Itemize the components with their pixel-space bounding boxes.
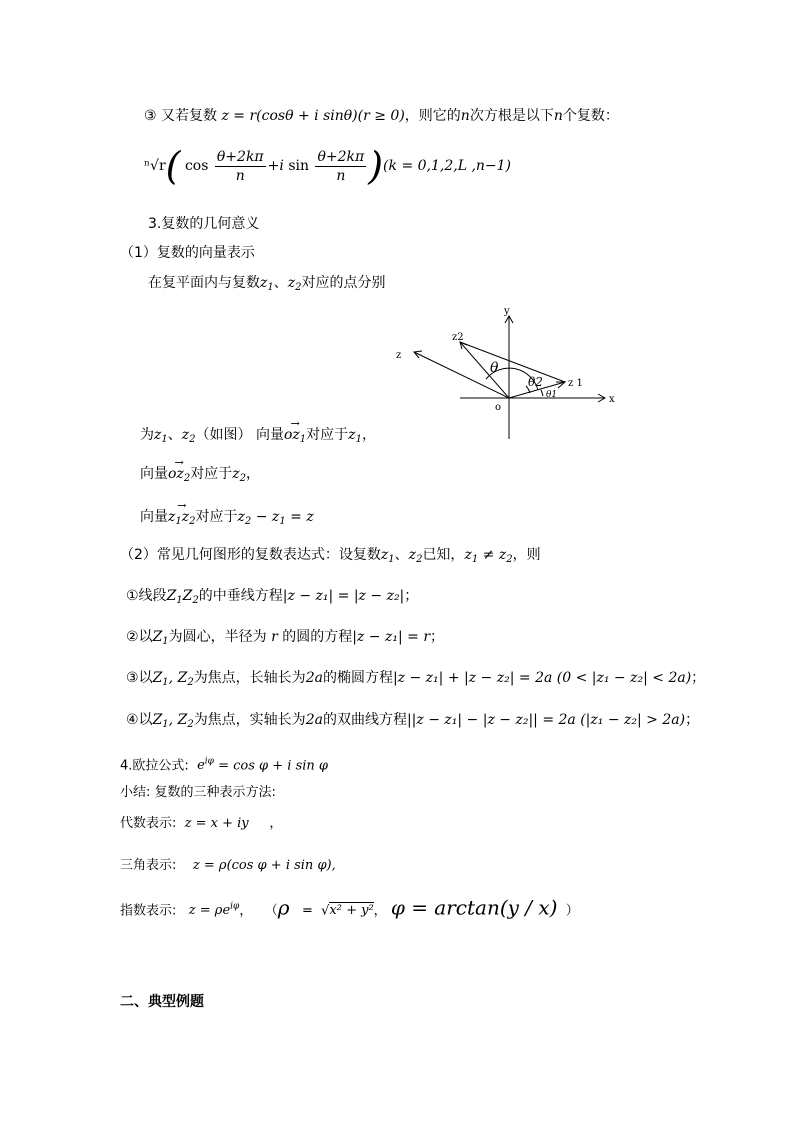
algebraic-line — [120, 815, 282, 833]
vector-z2 — [460, 342, 509, 398]
sub1-text: 在复平面内与复数$z_1$、$z_2$对应的点分别 — [148, 275, 386, 293]
vec2-post: 对应于 — [190, 466, 233, 482]
item1-pre: ①线段 — [126, 588, 167, 604]
trig-line — [120, 857, 336, 875]
item-perp-bisector: ①线段$Z_1Z_2$的中垂线方程|z − z₁| = |z − z₂|； — [126, 588, 419, 606]
exponential-line: 指数表示: $z = \rho e^{i\varphi}$， （ρ = √x² + y²， φ = arctan(y / x) ） — [120, 895, 579, 920]
complex-plane-figure — [390, 302, 630, 442]
rparen: ) — [368, 144, 384, 188]
root-intro-formula: z = r(cosθ + i sinθ)(r ≥ 0) — [221, 108, 405, 124]
exp-paren-open: （ — [264, 903, 278, 919]
vec1-pre: 为 — [140, 427, 154, 443]
item4-mid2: 的双曲线方程 — [322, 712, 407, 728]
root-intro-suffix1: 次方根是以下 — [469, 108, 554, 124]
sub1-title: （1）复数的向量表示 — [120, 245, 255, 261]
euler-line: 4.欧拉公式: $e^{i\varphi} = \cos \varphi + i$ sin φ — [120, 757, 329, 774]
root-intro-prefix: ③ 又若复数 — [144, 108, 218, 124]
item2-pre: ②以 — [126, 629, 153, 645]
item-hyperbola: ④以$Z_1$, $Z_2$为焦点，实轴长为2a的双曲线方程||z − z₁| − |z − z₂|| = 2a (|z₁ − z₂| > 2a)； — [126, 712, 700, 730]
item2-mid: 为圆心，半径为 — [168, 629, 267, 645]
euler-formula: = cos φ + i sin φ — [218, 758, 329, 774]
item3-mid: 为焦点，长轴长为 — [193, 670, 306, 686]
radical: ⁿ√r — [144, 158, 166, 174]
n-symbol-2: n — [553, 108, 563, 124]
plus-i: +i — [267, 158, 284, 174]
sub2-line: （2）常见几何图形的复数表达式：设复数$z_1$、$z_2$已知，$z_1 \ne z_2$，则 — [120, 547, 541, 565]
exp-phi: φ = arctan(y / x) — [390, 895, 558, 920]
theta1-arc — [541, 390, 543, 396]
alg-tail: ， — [269, 816, 283, 831]
vec1-mid: （如图） 向量 — [195, 427, 284, 443]
root-formula — [144, 146, 511, 186]
theta-label: θ — [490, 360, 499, 376]
sin-text: sin — [288, 158, 309, 174]
item3-formula: |z − z₁| + |z − z₂| = 2a (0 < |z₁ − z₂| < 2a) — [392, 670, 692, 686]
item4-formula: ||z − z₁| − |z − z₂|| = 2a (|z₁ − z₂| > 2a) — [406, 712, 686, 728]
vector-line-1: 为$z_1$、$z_2$（如图） 向量→ $oz_1$对应于$z_1$， — [140, 426, 376, 444]
z2-label: z2 — [452, 332, 464, 343]
vec3-pre: 向量 — [140, 509, 168, 525]
exp-tail: ， — [239, 903, 253, 919]
z-label: z — [396, 350, 402, 361]
sub2-mid: 已知， — [422, 547, 465, 563]
item1-mid: 的中垂线方程 — [198, 588, 283, 604]
sub2-title: （2）常见几何图形的复数表达式：设复数 — [120, 547, 381, 563]
root-intro-line — [144, 107, 619, 125]
root-intro-mid: ，则它的 — [404, 108, 461, 124]
root-intro-suffix2: 个复数： — [562, 108, 619, 124]
item2-mid2: 的圆的方程 — [282, 629, 353, 645]
exp-eq: = — [301, 903, 313, 919]
sub2-tail: ，则 — [512, 547, 541, 563]
exp-paren-close: ） — [565, 903, 579, 919]
lparen: ( — [165, 144, 181, 188]
alg-formula: z = x + iy — [184, 816, 249, 831]
item4-pre: ④以 — [126, 712, 153, 728]
y-label: y — [504, 306, 510, 317]
exp-label: 指数表示: — [120, 903, 177, 919]
sub1-text-head: 在复平面内与复数 — [148, 275, 260, 291]
trig-formula: z = ρ(cos φ + i sin φ), — [192, 858, 336, 873]
x-label: x — [609, 394, 615, 405]
item2-tail: ； — [430, 629, 445, 645]
vector-z-arrow — [414, 351, 422, 358]
fraction-cos-den: n — [235, 167, 245, 184]
z1-label: z 1 — [568, 378, 583, 389]
vector-z1z2 — [460, 342, 565, 382]
fraction-sin-num: θ+2kπ — [317, 148, 365, 165]
vector-line-3: 向量→ $z_1z_2$对应于$z_2 - z_1 = z$ — [140, 508, 314, 526]
item3-pre: ③以 — [126, 670, 153, 686]
n-symbol: n — [460, 108, 470, 124]
exp-sqrt: x² + y² — [329, 903, 374, 919]
exp-comma: ， — [373, 903, 387, 919]
trig-label: 三角表示: — [120, 858, 177, 873]
item4-tail: ； — [685, 712, 700, 728]
vector-line-2: 向量→ $oz_2$对应于$z_2$， — [140, 465, 260, 483]
item3-tail: ； — [691, 670, 706, 686]
alg-label: 代数表示: — [120, 816, 177, 831]
vec2-pre: 向量 — [140, 466, 168, 482]
fraction-cos — [215, 148, 266, 185]
item4-mid: 为焦点，实轴长为 — [193, 712, 306, 728]
item1-tail: ； — [404, 588, 419, 604]
origin-label: o — [495, 402, 502, 413]
sqrt-sign: √ — [321, 903, 330, 919]
theta2-label: θ2 — [528, 375, 543, 389]
section3-title: 3.复数的几何意义 — [148, 216, 260, 232]
item3-mid2: 的椭圆方程 — [322, 670, 393, 686]
cos-text: cos — [184, 158, 209, 174]
vec3-post: 对应于 — [195, 509, 238, 525]
summary-line: 小结: 复数的三种表示方法: — [120, 785, 276, 800]
item2-formula: |z − z₁| = r — [352, 629, 431, 645]
fraction-cos-num: θ+2kπ — [216, 148, 264, 165]
item-ellipse: ③以$Z_1$, $Z_2$为焦点，长轴长为2a的椭圆方程|z − z₁| + |z − z₂| = 2a (0 < |z₁ − z₂| < 2a)； — [126, 670, 706, 688]
item1-formula: |z − z₁| = |z − z₂| — [282, 588, 405, 604]
exp-rho: ρ — [277, 895, 290, 920]
euler-label: 4.欧拉公式: — [120, 758, 189, 774]
fraction-sin — [315, 148, 366, 185]
sub1-text-tail: 对应的点分别 — [301, 275, 386, 291]
k-range: (k = 0,1,2,L ,n−1) — [383, 158, 512, 174]
fraction-sin-den: n — [336, 167, 346, 184]
vec1-post: 对应于 — [306, 427, 349, 443]
item-circle: ②以$Z_1$为圆心，半径为 r 的圆的方程|z − z₁| = r； — [126, 629, 445, 647]
theta1-label: θ1 — [546, 390, 558, 400]
section-heading: 二、典型例题 — [120, 994, 204, 1010]
